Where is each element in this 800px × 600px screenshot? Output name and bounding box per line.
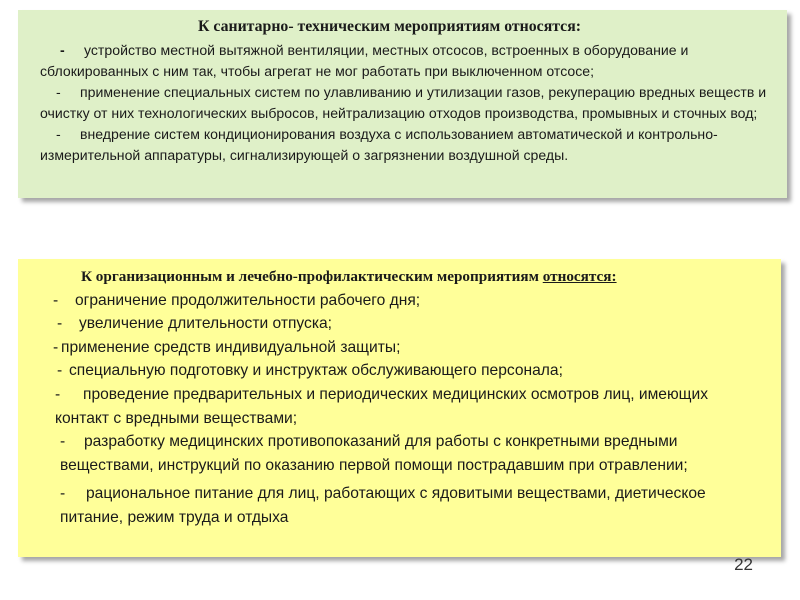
organizational-item-7 — [40, 482, 763, 529]
item-dash: - — [60, 485, 66, 503]
organizational-measures-box — [18, 259, 781, 557]
item-text: рациональное питание для лиц, работающих с ядовитыми веществами, диетическое питание, режим труда и отдыха — [60, 485, 706, 526]
title-main: К организационным и лечебно-профилактическим мероприятиям — [81, 268, 543, 285]
organizational-measures-title — [40, 265, 763, 289]
item-dash: - — [53, 291, 59, 309]
item-dash: - — [56, 126, 61, 142]
sanitary-item-1 — [40, 40, 769, 82]
item-dash: - — [55, 385, 61, 403]
organizational-item-3 — [40, 336, 763, 360]
item-text: проведение предварительных и периодических медицинских осмотров лиц, имеющих контакт с вредными веществами; — [55, 385, 709, 427]
organizational-item-4 — [40, 359, 763, 383]
page-number: 22 — [734, 555, 753, 574]
item-text: применение специальных систем по улавливанию и утилизации газов, рекуперацию вредных веществ и очистку от них технологических выбросов, нейтрализацию отходов производства, промывных и сточных вод; — [40, 84, 767, 121]
sanitary-item-2 — [40, 82, 769, 124]
sanitary-measures-title: К санитарно- техническим мероприятиям относятся: — [197, 18, 582, 35]
item-text: внедрение систем кондиционирования воздуха с использованием автоматической и контрольно-измерительной аппаратуры, сигнализирующей о загрязнении воздушной среды. — [40, 126, 718, 163]
item-text: ограничение продолжительности рабочего дня; — [75, 291, 421, 309]
item-text: специальную подготовку и инструктаж обслуживающего персонала; — [69, 362, 563, 380]
item-dash: - — [53, 338, 59, 356]
item-text: увеличение длительности отпуска; — [79, 315, 333, 333]
item-dash: - — [57, 362, 63, 380]
organizational-item-2 — [40, 312, 763, 336]
item-text: устройство местной вытяжной вентиляции, местных отсосов, встроенных в оборудование и сблокированных с ним так, чтобы агрегат не мог работать при выключенном отсосе; — [40, 42, 689, 79]
item-text: разработку медицинских противопоказаний для работы с конкретными вредными веществами, инструкций по оказанию первой помощи пострадавшим при отравлении; — [60, 433, 688, 474]
sanitary-item-3 — [40, 124, 769, 166]
organizational-item-5 — [40, 383, 763, 430]
item-dash: - — [57, 315, 63, 333]
title-underlined: относятся: — [542, 268, 617, 285]
item-dash: - — [56, 84, 61, 100]
organizational-item-6 — [40, 430, 763, 477]
item-text: применение средств индивидуальной защиты; — [61, 338, 401, 356]
organizational-item-1 — [40, 289, 763, 313]
item-dash: - — [60, 433, 66, 451]
item-dash: - — [60, 42, 65, 58]
sanitary-measures-box — [18, 10, 787, 198]
